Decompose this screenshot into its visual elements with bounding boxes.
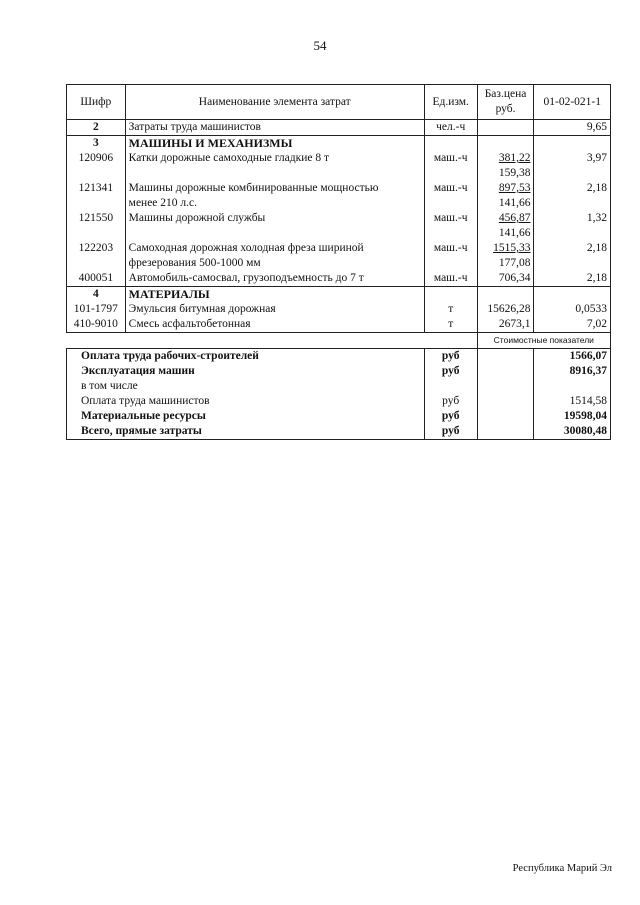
row-name <box>125 181 424 211</box>
header-price <box>477 85 534 120</box>
row-unit: маш.-ч <box>424 211 477 241</box>
footer-text: Республика Марий Эл <box>512 863 612 874</box>
row-price <box>477 241 534 271</box>
row-price: 15626,28 <box>477 302 534 317</box>
table-row <box>67 271 611 287</box>
summary-name: Эксплуатация машин <box>67 364 425 379</box>
row-value: 9,65 <box>534 120 611 136</box>
row-name-line2: фрезерования 500-1000 мм <box>128 257 261 269</box>
row-code: 410-9010 <box>67 317 126 333</box>
header-price-line1: Баз.цена <box>484 88 527 100</box>
header-price-line2: руб. <box>495 103 516 115</box>
row-price-secondary: 159,38 <box>498 167 531 179</box>
summary-name: в том числе <box>67 379 425 394</box>
summary-unit: руб <box>424 394 477 409</box>
table-row <box>67 120 611 136</box>
summary-value: 1566,07 <box>534 349 611 365</box>
summary-unit <box>424 379 477 394</box>
row-code: 121341 <box>67 181 126 211</box>
table-row <box>67 302 611 317</box>
row-unit: маш.-ч <box>424 151 477 181</box>
row-price <box>477 211 534 241</box>
summary-unit: руб <box>424 424 477 440</box>
row-name: Эмульсия битумная дорожная <box>125 302 424 317</box>
summary-name: Всего, прямые затраты <box>67 424 425 440</box>
row-value: 2,18 <box>534 181 611 211</box>
row-price-secondary: 141,66 <box>498 227 531 239</box>
summary-row <box>67 349 611 365</box>
header-name: Наименование элемента затрат <box>125 85 424 120</box>
table-row <box>67 211 611 241</box>
table-row <box>67 151 611 181</box>
row-price <box>477 151 534 181</box>
row-unit: чел.-ч <box>424 120 477 136</box>
row-value: 3,97 <box>534 151 611 181</box>
row-value: 2,18 <box>534 241 611 271</box>
summary-value: 8916,37 <box>534 364 611 379</box>
table-row <box>67 181 611 211</box>
summary-name: Оплата труда машинистов <box>67 394 425 409</box>
cost-caption-row <box>67 333 611 349</box>
cost-table <box>66 84 611 440</box>
summary-row <box>67 394 611 409</box>
row-value: 1,32 <box>534 211 611 241</box>
table-header-row <box>67 85 611 120</box>
row-name <box>125 241 424 271</box>
row-price-secondary: 141,66 <box>498 197 531 209</box>
cost-caption: Стоимостные показатели <box>477 333 610 349</box>
summary-unit: руб <box>424 349 477 365</box>
row-unit: т <box>424 317 477 333</box>
row-name-line1: Машины дорожные комбинированные мощностью <box>128 182 379 194</box>
summary-value: 19598,04 <box>534 409 611 424</box>
summary-unit: руб <box>424 409 477 424</box>
row-unit: маш.-ч <box>424 271 477 287</box>
row-unit: маш.-ч <box>424 181 477 211</box>
row-price <box>477 181 534 211</box>
summary-name: Материальные ресурсы <box>67 409 425 424</box>
table-row <box>67 241 611 271</box>
row-price: 2673,1 <box>477 317 534 333</box>
row-name: Машины дорожной службы <box>125 211 424 241</box>
row-value: 0,0533 <box>534 302 611 317</box>
summary-value: 30080,48 <box>534 424 611 440</box>
page-number: 54 <box>313 38 327 53</box>
summary-value: 1514,58 <box>534 394 611 409</box>
row-price-main: 1515,33 <box>493 242 531 254</box>
row-value: 7,02 <box>534 317 611 333</box>
section-title: МАТЕРИАЛЫ <box>125 287 424 303</box>
row-code: 101-1797 <box>67 302 126 317</box>
row-price-secondary: 177,08 <box>498 257 531 269</box>
row-unit: т <box>424 302 477 317</box>
row-code: 2 <box>67 120 126 136</box>
summary-name: Оплата труда рабочих-строителей <box>67 349 425 365</box>
row-name: Катки дорожные самоходные гладкие 8 т <box>125 151 424 181</box>
header-unit: Ед.изм. <box>424 85 477 120</box>
row-unit: маш.-ч <box>424 241 477 271</box>
row-price <box>477 120 534 136</box>
section-title: МАШИНЫ И МЕХАНИЗМЫ <box>125 136 424 152</box>
row-price-main: 381,22 <box>498 152 531 164</box>
row-name: Затраты труда машинистов <box>125 120 424 136</box>
summary-row <box>67 424 611 440</box>
summary-unit: руб <box>424 364 477 379</box>
section-code: 3 <box>67 136 126 152</box>
row-name-line1: Самоходная дорожная холодная фреза шириной <box>128 242 364 254</box>
row-code: 121550 <box>67 211 126 241</box>
summary-value <box>534 379 611 394</box>
summary-row <box>67 409 611 424</box>
header-norm: 01-02-021-1 <box>534 85 611 120</box>
section-row <box>67 287 611 303</box>
row-code: 122203 <box>67 241 126 271</box>
row-name: Смесь асфальтобетонная <box>125 317 424 333</box>
summary-row <box>67 379 611 394</box>
section-code: 4 <box>67 287 126 303</box>
section-row <box>67 136 611 152</box>
row-price-main: 897,53 <box>498 182 531 194</box>
header-code: Шифр <box>67 85 126 120</box>
row-code: 400051 <box>67 271 126 287</box>
summary-row <box>67 364 611 379</box>
row-code: 120906 <box>67 151 126 181</box>
table-row <box>67 317 611 333</box>
row-name: Автомобиль-самосвал, грузоподъемность до 7 т <box>125 271 424 287</box>
row-price-main: 456,87 <box>498 212 531 224</box>
row-price: 706,34 <box>477 271 534 287</box>
row-value: 2,18 <box>534 271 611 287</box>
row-name-line2: менее 210 л.с. <box>128 197 198 209</box>
